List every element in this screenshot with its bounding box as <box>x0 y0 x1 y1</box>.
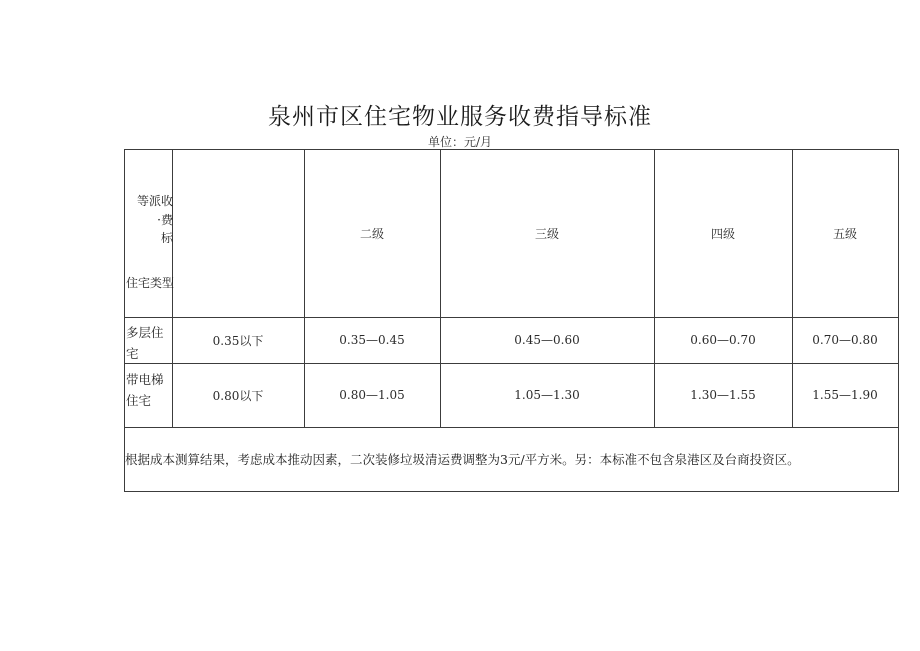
row-label-elevator: 带电梯住宅 <box>126 372 164 409</box>
table-border-bottom <box>124 491 899 492</box>
grade-header: 五级 <box>832 226 857 241</box>
table-note: 根据成本测算结果，考虑成本推动因素，二次装修垃圾清运费调整为3元/平方米。另：本标准不包含泉港区及台商投资区。 <box>125 452 800 467</box>
grade-header: 四级 <box>710 226 735 241</box>
corner-header-line: 等派收 <box>136 194 173 208</box>
table-cell: 1.30—1.55 <box>690 388 756 402</box>
unit-label: 单位：元/月 <box>427 135 493 149</box>
table-cell: 0.35—0.45 <box>339 333 405 347</box>
grade-header: 三级 <box>534 226 559 241</box>
grade-header <box>172 149 304 317</box>
row-label-multistory: 多层住宅 <box>126 325 164 362</box>
table-cell: 0.80—1.05 <box>339 388 405 402</box>
fee-standard-table <box>124 149 899 492</box>
corner-header-housing-type: 住宅类型 <box>126 276 175 290</box>
table-cell: 0.35以下 <box>212 333 264 348</box>
corner-header-line: 标 <box>160 231 173 246</box>
table-cell: 1.55—1.90 <box>812 388 878 402</box>
page-title: 泉州市区住宅物业服务收费指导标准 <box>268 104 652 130</box>
table-cell: 0.45—0.60 <box>514 333 580 347</box>
table-cell: 0.60—0.70 <box>690 333 756 347</box>
table-cell: 1.05—1.30 <box>514 388 580 402</box>
corner-header-line: ·费 <box>157 212 173 227</box>
table-cell: 0.80以下 <box>212 388 264 403</box>
grade-header: 二级 <box>359 226 384 241</box>
corner-header-grade <box>129 192 173 248</box>
table-cell: 0.70—0.80 <box>812 333 878 347</box>
